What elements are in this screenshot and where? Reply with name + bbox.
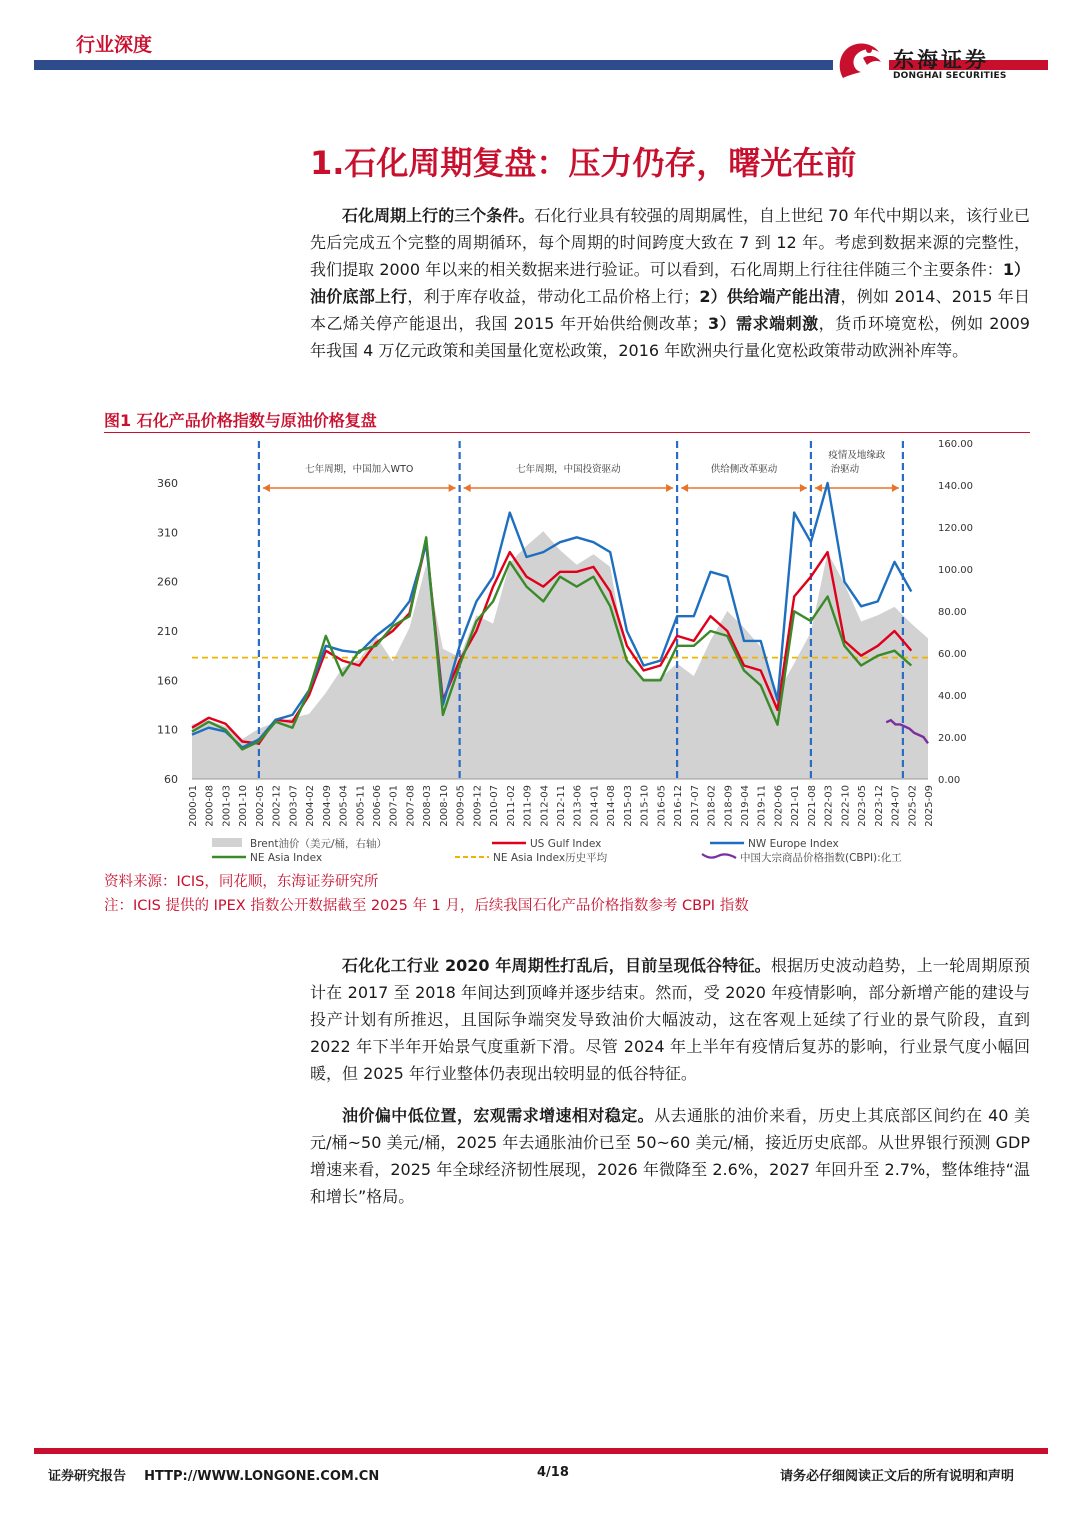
x-tick-6: 2003-07: [288, 785, 300, 827]
x-tick-31: 2018-02: [706, 785, 718, 827]
x-tick-30: 2017-07: [689, 785, 701, 827]
x-tick-4: 2002-05: [254, 785, 266, 827]
y-right-tick-4: 80.00: [938, 607, 967, 618]
para1-bold-3: 3）需求端刺激: [707, 314, 819, 333]
x-tick-9: 2005-04: [338, 785, 350, 827]
footer-disclaimer: 请务必仔细阅读正文后的所有说明和声明: [780, 1469, 1015, 1484]
brand-name-cn: 东海证券: [893, 48, 989, 72]
x-tick-3: 2001-10: [238, 785, 250, 827]
paragraph-oil-price: [310, 1102, 1030, 1210]
para3-lead: 油价偏中低位置，宏观需求增速相对稳定。: [342, 1106, 655, 1125]
footer-left: 证券研究报告 HTTP://WWW.LONGONE.COM.CN: [48, 1469, 380, 1484]
y-left-tick-6: 360: [157, 477, 178, 490]
x-tick-19: 2011-02: [505, 785, 517, 827]
x-tick-26: 2015-03: [622, 785, 634, 827]
x-tick-24: 2014-01: [589, 785, 601, 827]
y-right-tick-6: 120.00: [938, 523, 973, 534]
y-right-tick-2: 40.00: [938, 691, 967, 702]
para1-text-3: ，例如 2014、2015 年日本乙烯关停产能退出，我国 2015 年开始供给侧改革；: [310, 287, 1030, 333]
paragraph-cycle-conditions: [310, 202, 1030, 364]
x-tick-29: 2016-12: [673, 785, 685, 827]
y-left-tick-4: 260: [157, 575, 178, 589]
x-tick-44: 2025-09: [924, 785, 935, 827]
x-tick-16: 2009-05: [455, 785, 467, 827]
para3-text: 从去通胀的油价来看，历史上其底部区间约在 40 美元/桶~50 美元/桶，2025 年去通胀油价已至 50~60 美元/桶，接近历史底部。从世界银行预测 GDP 增速来看，2025 年全球经济韧性展现，2026 年微降至 2.6%，2027 年回升至 2.7%，整体维持“温和增长”格局。: [310, 1106, 1030, 1206]
y-right-tick-8: 160.00: [938, 439, 973, 450]
x-tick-22: 2012-11: [556, 785, 567, 827]
x-tick-11: 2006-06: [372, 785, 383, 827]
y-right-tick-0: 0.00: [938, 775, 961, 786]
x-tick-15: 2008-10: [438, 785, 450, 827]
y-right-tick-3: 60.00: [938, 649, 967, 660]
legend-label-1: US Gulf Index: [530, 838, 602, 850]
period-label-2: 供给侧改革驱动: [710, 464, 778, 475]
period-label-3: 疫情及地缘政治驱动: [828, 450, 886, 475]
legend-label-5: 中国大宗商品价格指数(CBPI):化工: [740, 852, 902, 864]
x-tick-5: 2002-12: [271, 785, 283, 827]
x-tick-41: 2023-12: [873, 785, 885, 827]
legend-label-3: NE Asia Index: [250, 852, 323, 864]
x-tick-38: 2022-03: [823, 785, 835, 827]
x-tick-40: 2023-05: [857, 785, 869, 827]
x-tick-20: 2011-09: [522, 785, 534, 827]
y-left-tick-3: 210: [157, 625, 178, 638]
x-tick-28: 2016-05: [656, 785, 668, 827]
report-type-tag: 行业深度: [76, 34, 153, 56]
x-tick-37: 2021-08: [806, 785, 818, 827]
x-tick-18: 2010-07: [489, 785, 501, 827]
x-tick-10: 2005-11: [355, 785, 367, 827]
para1-text-1: 石化行业具有较强的周期属性，自上世纪 70 年代中期以来，该行业已先后完成五个完整的周期循环，每个周期的时间跨度大致在 7 到 12 年。考虑到数据来源的完整性，我们提取 2000 年以来的相关数据来进行验证。可以看到，石化周期上行往往伴随三个主要条件：: [310, 206, 1030, 279]
x-tick-39: 2022-10: [840, 785, 852, 827]
legend-label-0: Brent油价（美元/桶，右轴）: [250, 838, 388, 850]
x-tick-36: 2021-01: [790, 785, 802, 827]
brand-name-en: DONGHAI SECURITIES: [893, 71, 1007, 81]
x-tick-1: 2000-08: [204, 785, 216, 827]
x-tick-14: 2008-03: [422, 785, 434, 827]
x-tick-32: 2018-09: [723, 785, 735, 827]
x-tick-12: 2007-01: [388, 785, 400, 827]
y-left-tick-5: 310: [157, 526, 178, 540]
x-tick-2: 2001-03: [221, 785, 233, 827]
figure-title: 图1 石化产品价格指数与原油价格复盘: [104, 411, 377, 430]
section-title: 1.石化周期复盘：压力仍存，曙光在前: [310, 144, 857, 182]
figure-note: 注：ICIS 提供的 IPEX 指数公开数据截至 2025 年 1 月，后续我国石化产品价格指数参考 CBPI 指数: [104, 898, 749, 914]
page-number: 4/18: [537, 1465, 569, 1480]
para2-lead: 石化化工行业 2020 年周期性打乱后，目前呈现低谷特征。: [342, 956, 771, 975]
para1-lead: 石化周期上行的三个条件。: [342, 206, 535, 225]
x-tick-34: 2019-11: [756, 785, 768, 827]
petrochemical-price-chart: [100, 433, 1030, 869]
header-bar: [34, 60, 837, 70]
figure-source: 资料来源：ICIS，同花顺，东海证券研究所: [104, 874, 379, 890]
para1-text-4: ，货币环境宽松，例如 2009 年我国 4 万亿元政策和美国量化宽松政策，2016 年欧洲央行量化宽松政策带动欧洲补库等。: [310, 314, 1030, 360]
footer-bar: [34, 1448, 1048, 1454]
brand-logo-icon: [833, 38, 889, 86]
y-left-tick-1: 110: [157, 723, 178, 737]
y-right-tick-5: 100.00: [938, 565, 973, 576]
x-tick-43: 2025-02: [907, 785, 919, 827]
x-tick-33: 2019-04: [740, 785, 751, 827]
y-right-tick-1: 20.00: [938, 733, 967, 744]
legend-swatch-0: [212, 838, 242, 847]
y-right-tick-7: 140.00: [938, 481, 973, 492]
x-tick-8: 2004-09: [321, 785, 333, 827]
x-tick-13: 2007-08: [405, 785, 417, 827]
x-tick-7: 2004-02: [305, 785, 317, 827]
x-tick-25: 2014-08: [606, 785, 618, 827]
legend-label-2: NW Europe Index: [748, 838, 839, 850]
x-tick-42: 2024-07: [890, 785, 902, 827]
legend-swatch-5: [702, 854, 736, 858]
para1-bold-2: 2）供给端产能出清: [699, 287, 841, 306]
y-left-tick-0: 60: [164, 773, 178, 786]
period-label-0: 七年周期，中国加入WTO: [305, 464, 414, 475]
x-tick-35: 2020-06: [773, 785, 785, 827]
y-left-tick-2: 160: [157, 674, 178, 688]
para1-text-2: ，利于库存收益，带动化工品价格上行；: [407, 287, 700, 306]
x-tick-0: 2000-01: [188, 785, 199, 827]
para2-text: 根据历史波动趋势，上一轮周期原预计在 2017 至 2018 年间达到顶峰并逐步结束。然而，受 2020 年疫情影响，部分新增产能的建设与投产计划有所推迟，且国际争端突发导致油价大幅波动，这在客观上延续了行业的景气阶段，直到 2022 年下半年开始景气度重新下滑。尽管 2024 年上半年有疫情后复苏的影响，行业景气度小幅回暖，但 2025 年行业整体仍表现出较明显的低谷特征。: [310, 956, 1030, 1083]
para1-bold-1: 1）油价底部上行: [310, 260, 1030, 306]
x-tick-27: 2015-10: [639, 785, 651, 827]
legend-label-4: NE Asia Index历史平均: [493, 852, 608, 864]
x-tick-23: 2013-06: [572, 785, 584, 827]
x-tick-17: 2009-12: [472, 785, 484, 827]
paragraph-cycle-trough: [310, 952, 1030, 1087]
x-tick-21: 2012-04: [539, 785, 551, 827]
period-label-1: 七年周期，中国投资驱动: [516, 464, 621, 475]
